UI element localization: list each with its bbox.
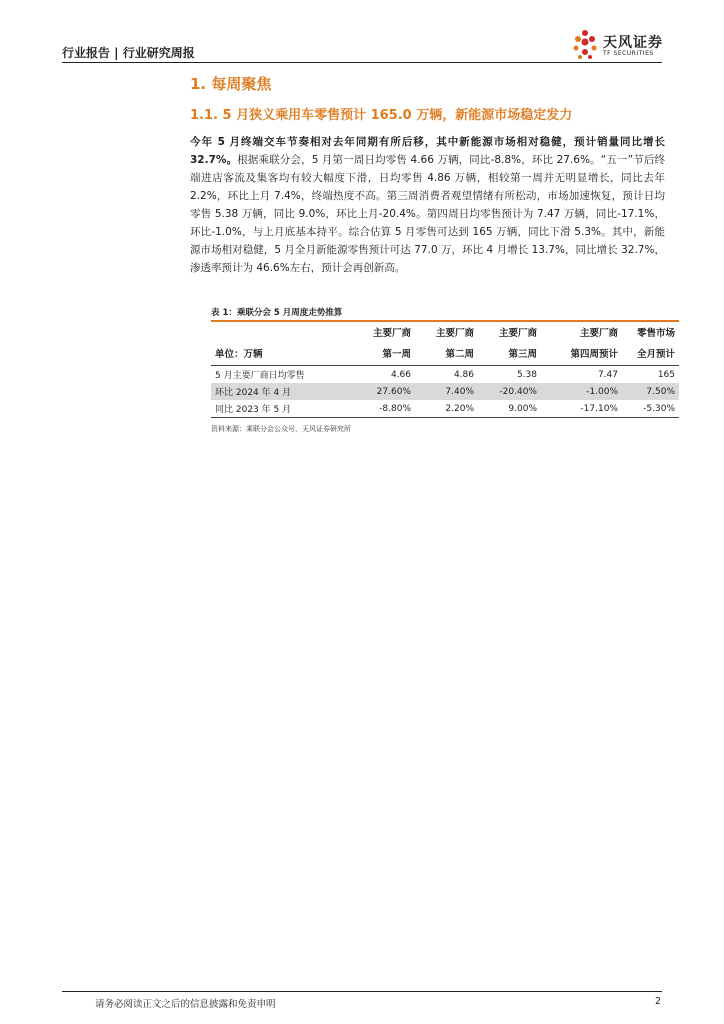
table-cell: 4.66 [390,369,411,380]
table-cell: 2.20% [415,400,478,418]
body-bold-lead: 今年 5 月终端交车节奏相对去年同期有所后移，其中新能源市场相对稳健，预计销量同比增长 32.7%。 [190,136,665,166]
footer-divider [62,991,662,992]
table-header-cell: 主要厂商 [579,328,618,339]
page-number: 2 [655,996,662,1007]
table-cell: 27.60% [349,383,415,400]
logo-text-cn: 天风证券 [603,35,663,51]
table-cell: 9.00% [478,400,541,418]
table-cell: 7.47 [597,369,618,380]
table-header-cell: 第二周 [415,344,478,366]
footer-disclaimer: 请务必阅读正文之后的信息披露和免责申明 [95,999,276,1010]
data-table [211,323,679,418]
table-top-rule [211,320,679,322]
subsection-heading: 1.1. 5 月狭义乘用车零售预计 165.0 万辆，新能源市场稳定发力 [190,108,573,123]
table-row [211,383,679,400]
logo-text-en: TF SECURITIES [603,50,654,57]
report-category: 行业报告 | 行业研究周报 [62,46,195,60]
table-header-cell: 主要厂商 [498,328,537,339]
table-cell: 7.50% [622,383,679,400]
table-unit-label: 单位：万辆 [211,344,349,366]
table-header-cell: 第一周 [349,344,415,366]
table-header-cell: 主要厂商 [435,328,474,339]
table-title: 表 1：乘联分会 5 月周度走势推算 [211,308,343,318]
table-header-cell: 第三周 [478,344,541,366]
table-row [211,400,679,418]
table-header-cell: 零售市场 [636,328,675,339]
table-row [211,366,679,384]
table-header-cell: 全月预计 [622,344,679,366]
row-label: 环比 2024 年 4 月 [211,383,349,400]
body-paragraph [190,133,665,277]
table-cell: 4.86 [453,369,474,380]
table-cell: 165 [657,369,675,380]
row-label: 5 月主要厂商日均零售 [215,371,305,381]
table-header-row-2 [211,344,679,366]
logo-mark-icon [570,28,600,60]
table-cell: 5.38 [516,369,537,380]
table-cell: -8.80% [349,400,415,418]
table-header-cell: 主要厂商 [372,328,411,339]
section-heading: 1. 每周聚焦 [190,75,272,93]
table-cell: -1.00% [541,383,622,400]
body-text: 根据乘联分会，5 月第一周日均零售 4.66 万辆，同比-8.8%，环比 27.6%。“五一”节后终端进店客流及集客均有较大幅度下滑，日均零售 4.86 万辆，相较第一周并无明显增长，同比去年 2.2%，环比上月 7.4%，终端热度不高。第三周消费者观望情绪有所松动，市场加速恢复，预计日均零售 5.38 万辆，同比 9.0%，环比上月-20.4%。第四周日均零售预计为 7.47 万辆，同比-17.1%，环比-1.0%，与上月底基本持平。综合估算 5 月零售可达到 165 万辆，同比下滑 5.3%。其中，新能源市场相对稳健，5 月全月新能源零售预计可达 77.0 万，环比 4 月增长 13.7%，同比增长 32.7%，渗透率预计为 46.6%左右，预计会再创新高。 [190,154,665,274]
company-logo [570,28,680,62]
table-cell: -20.40% [478,383,541,400]
table-source: 资料来源：乘联分会公众号，天风证券研究所 [211,425,351,433]
table-cell: -17.10% [541,400,622,418]
table-cell: 7.40% [415,383,478,400]
header-divider [62,62,662,63]
table-cell: -5.30% [622,400,679,418]
table-header-row-1 [211,323,679,344]
table-header-spacer [211,323,349,344]
table-header-cell: 第四周预计 [541,344,622,366]
row-label: 同比 2023 年 5 月 [211,400,349,418]
